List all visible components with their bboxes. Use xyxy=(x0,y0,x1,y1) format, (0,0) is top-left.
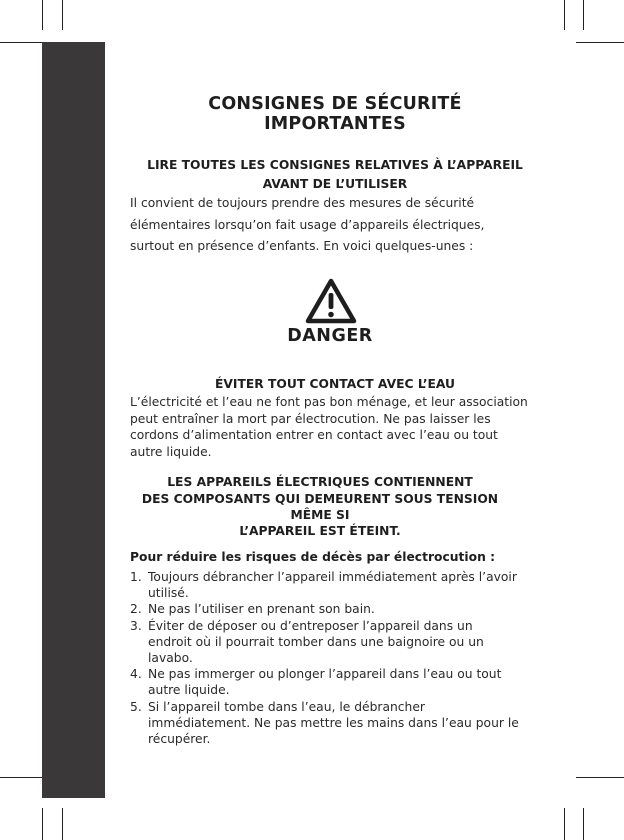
water-heading: ÉVITER TOUT CONTACT AVEC L’EAU xyxy=(214,377,456,391)
intro-heading-line1: LIRE TOUTES LES CONSIGNES RELATIVES À L’APPAREIL xyxy=(147,158,523,172)
crop-mark xyxy=(62,808,63,840)
list-item xyxy=(130,618,520,667)
step-text: Si l’appareil tombe dans l’eau, le débrancher immédiatement. Ne pas mettre les mains dans l’eau pour le récupérer. xyxy=(148,699,519,747)
crop-mark xyxy=(576,42,624,43)
list-item xyxy=(130,699,520,748)
step-text: Toujours débrancher l’appareil immédiatement après l’avoir utilisé. xyxy=(148,570,517,601)
crop-mark xyxy=(564,0,565,30)
step-number: 1. xyxy=(130,570,142,584)
list-item xyxy=(130,666,520,698)
step-number: 2. xyxy=(130,602,142,617)
side-band xyxy=(42,42,105,798)
steps-list xyxy=(130,569,520,747)
crop-mark xyxy=(42,0,43,30)
step-number: 4. xyxy=(130,667,142,682)
step-text: Ne pas l’utiliser en prenant son bain. xyxy=(148,602,375,617)
crop-mark xyxy=(62,0,63,30)
crop-mark xyxy=(583,0,584,30)
crop-mark xyxy=(583,808,584,840)
crop-mark xyxy=(576,777,624,778)
warning-line4: L’APPAREIL EST ÉTEINT. xyxy=(239,524,401,538)
crop-mark xyxy=(564,808,565,840)
danger-label: DANGER xyxy=(287,326,373,346)
page-title: CONSIGNES DE SÉCURITÉ IMPORTANTES xyxy=(208,94,462,134)
warning-line2: DES COMPOSANTS QUI DEMEURENT SOUS TENSION xyxy=(141,492,499,506)
list-item xyxy=(130,601,520,617)
list-item xyxy=(130,569,520,601)
crop-mark xyxy=(42,808,43,840)
step-number: 3. xyxy=(130,618,142,633)
water-paragraph: L’électricité et l’eau ne font pas bon ménage, et leur association peut entraîner la mort par électrocution. Ne pas laisser les cordons d’alimentation entrer en contact avec l’eau ou tout autre liquide. xyxy=(130,395,528,459)
intro-heading-line2: AVANT DE L’UTILISER xyxy=(262,177,408,191)
step-text: Éviter de déposer ou d’entreposer l’appareil dans un endroit où il pourrait tomber dans une baignoire ou un lavabo. xyxy=(148,618,484,666)
warning-line3: MÊME SI xyxy=(290,508,350,522)
crop-mark xyxy=(0,42,48,43)
warning-line1: LES APPAREILS ÉLECTRIQUES CONTIENNENT xyxy=(167,475,473,489)
step-number: 5. xyxy=(130,699,142,714)
step-text: Ne pas immerger ou plonger l’appareil dans l’eau ou tout autre liquide. xyxy=(148,667,502,698)
warning-triangle-icon xyxy=(305,278,357,324)
intro-paragraph: Il convient de toujours prendre des mesures de sécurité élémentaires lorsqu’on fait usage d’appareils électriques, surtout en présence d’enfants. En voici quelques-unes : xyxy=(130,196,485,253)
crop-mark xyxy=(0,777,48,778)
steps-title: Pour réduire les risques de décès par électrocution : xyxy=(130,550,496,564)
